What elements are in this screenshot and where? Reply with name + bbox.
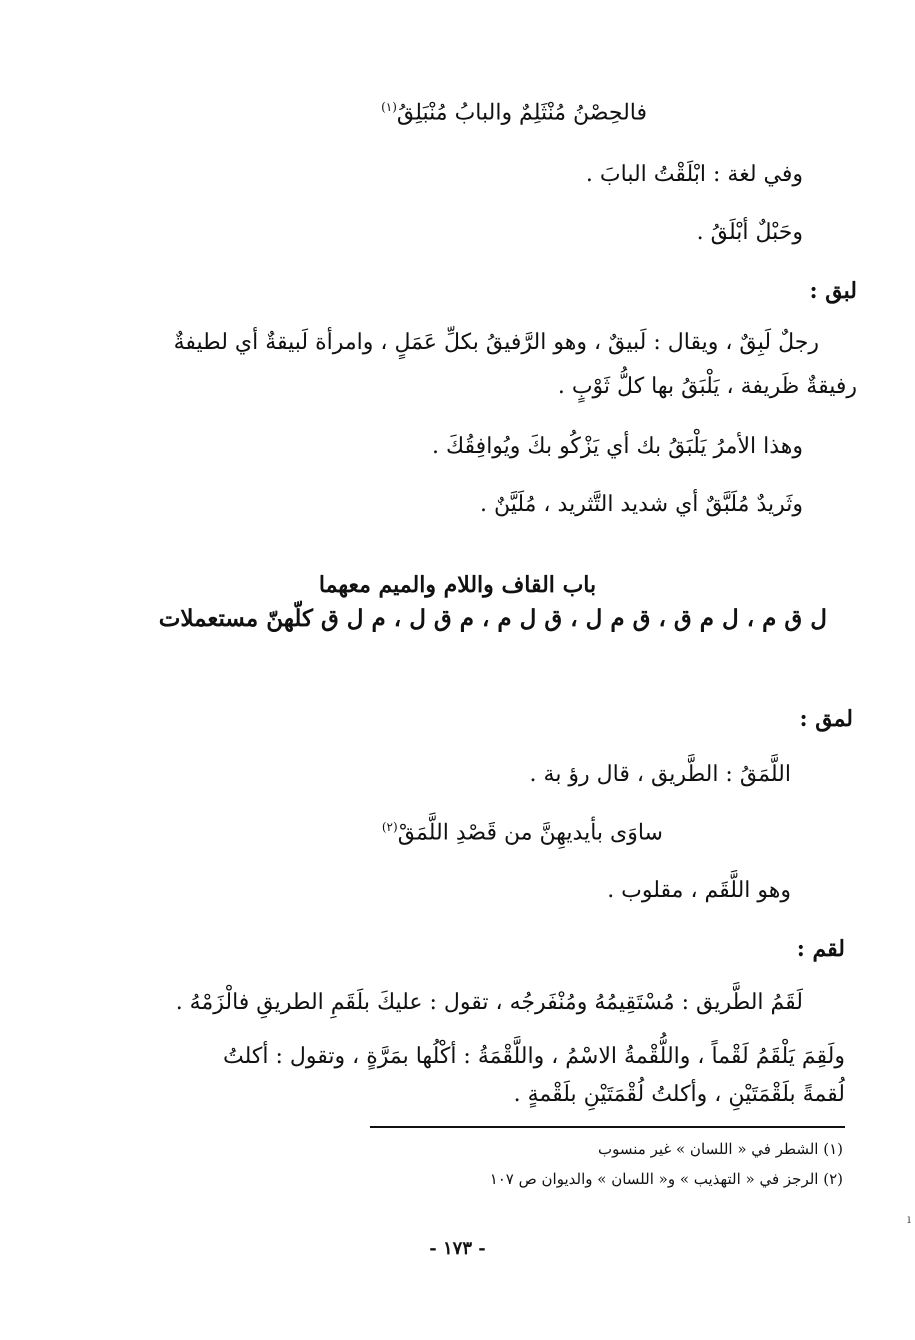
entry-label: لقم : [796,936,845,962]
text-line: وحَبْلٌ أبْلَقُ . [696,220,803,245]
footnote-divider [370,1126,845,1128]
text-line: رجلٌ لَبِقٌ ، ويقال : لَبيقٌ ، وهو الرَّفيقُ بكلِّ عَمَلٍ ، وامرأة لَبيقةٌ أي لطيفةٌ [173,330,819,355]
text-line: وفي لغة : ابْلَقْتُ البابَ . [585,162,803,187]
verse-line [382,812,663,848]
text-line: وثَريدٌ مُلَبَّقٌ أي شديد التَّثريد ، مُلَيَّنٌ . [480,492,803,517]
entry-label: لبق : [809,278,857,304]
text-line: ولَقِمَ يَلْقَمُ لَقْماً ، واللُّقْمةُ الاسْمُ ، واللَّقْمَةُ : أكْلُها بمَرَّةٍ ، وتقول : أكلتُ [223,1044,845,1069]
chapter-subtitle: ل ق م ، ل م ق ، ق م ل ، ق ل م ، م ق ل ، م ل ق كلّهنّ مستعملات [158,605,827,632]
text-line: اللَّمَقُ : الطَّريق ، قال رؤ بة . [529,762,791,787]
text-line: لَقَمُ الطَّريق : مُسْتَقِيمُهُ ومُنْفَرجُه ، تقول : عليكَ بلَقَمِ الطريقِ فالْزَمْهُ . [175,990,803,1015]
footnote: (١) الشطر في « اللسان » غير منسوب [597,1140,843,1158]
page-number: - ١٧٣ - [429,1238,486,1259]
verse-line [381,92,647,128]
footnote-ref: (٢) [381,820,398,834]
text-line: وهو اللَّقَم ، مقلوب . [607,878,791,903]
edge-mark: ı [907,1212,911,1226]
text-line: لُقمةً بلَقْمَتَيْنِ ، وأكلتُ لُقْمَتَيْنِ بلَقْمةٍ . [513,1082,845,1107]
text-line: وهذا الأمرُ يَلْبَقُ بك أي يَزْكُو بكَ ويُوافِقُكَ . [432,434,803,459]
footnote-ref: (١) [381,100,397,114]
verse-text: ساوَى بأيديهِنَّ من قَصْدِ اللَّمَقْ [397,820,663,846]
chapter-title: باب القاف واللام والميم معهما [318,572,597,598]
text-line: رفيقةٌ ظَريفة ، يَلْبَقُ بها كلُّ ثَوْبٍ . [557,374,857,399]
footnote: (٢) الرجز في « التهذيب » و« اللسان » والديوان ص ١٠٧ [489,1170,843,1188]
entry-label: لمق : [799,706,853,732]
verse-text: فالحِصْنُ مُنْثَلِمٌ والبابُ مُنْبَلِقُ [396,100,647,126]
